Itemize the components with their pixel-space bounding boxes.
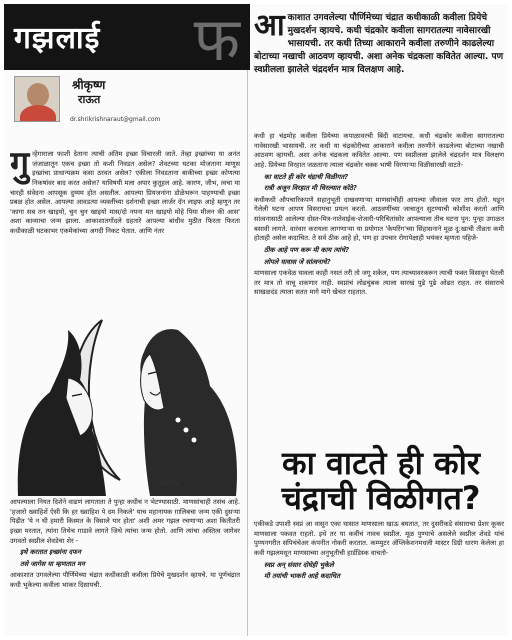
couplet-line: रात्री अजून विरहात मी चिरल्यात कोठे? (264, 184, 357, 193)
couplet-line: मी तयांची भाकरी आहे कदाचित (264, 572, 340, 581)
left-column-top (10, 150, 240, 300)
right-column-bottom (254, 520, 504, 632)
moon-couple-illustration (10, 300, 242, 496)
right-column-top (254, 132, 504, 448)
body-paragraph: एकीकडे उपाशी स्वप्नं आ वासून एका घासात माणसाला खाऊ बघतात, तर दुसरीकडे संसाराचा प्रेशर कूकर माणसाला पकवत राहतो. इथे तर या कवींचं नावच स्वप्नील. मूळ पुण्याचे असलेले स्वप्नील शेवडे यांचं पुण्यनगरीत संपिचंचेअर कंपनीत नोकरी करतात. कम्प्युटर ॲप्लिकेशनमधली मास्टर डिग्री धारण केलेला हा कवी गझलमधून माणसाच्या अनुभूतीची हार्डडिस्क वाचतो- (254, 520, 504, 557)
headline-line-2: चंद्राची विळीगत? (281, 479, 481, 518)
artist-signature: Srifn (160, 479, 180, 488)
body-paragraph: कधी हा चंद्रमोह कवीला प्रियेच्या कपाळावरची बिंदी वाटायचा. कधी चंद्रकोर कवीला सागरातल्या नावेसारखी भासायची. तर कधी या चंद्रकोरीच्या आकाराने कवीला तरुणीने काढलेल्या बोटाच्या नखाची आठवण व्हायची. अशा अनेक चंद्रकला कवितेत आल्या. पण स्वप्नीलला झालेले चंद्रदर्शन मात्र विलक्षण आहे. प्रियेच्या विरहात जळताना त्याला चंद्रकोर चक्क भाषी विरणाऱ्या विळीसारखी वाटते- (254, 132, 504, 169)
newspaper-page (4, 4, 508, 636)
lead-paragraph (254, 8, 504, 77)
author-first-name: श्रीकृष्ण (72, 78, 106, 92)
lead-dropcap: आ (254, 8, 285, 43)
body-paragraph: न्हेगाराला फाशी देताना त्याची अंतिम इच्छा विचारली जाते. तेव्हा इच्छांच्या या अनंत जंजाळातून एकच इच्छा तो कशी निवडत असेल? शेवटच्या घटका मोजताना माणूस इच्छांचा प्राधान्यक्रम कसा ठरवत असेल? एकीला निवडताना बाकीच्या इच्छा कोणत्या निकषांवर बाद करत असेल? याविषयी मला अपार कुतूहल आहे. कारण, जीभ, त्वचा या चारही संवेदना आपसूक दुय्यम होत असतील. आपल्या प्रियजनांना डोळेभरून पाहण्याची इच्छा प्रबळ होत असेल. आपल्या आवडत्या व्यक्तींच्या दर्शनाची इच्छा लार्जर दॅन लाइफ आहे म्हणून तर 'कागा सब तन खाइयो, चुन चुन खाइयो मास/दो नयना मत खाइयो मोहे पिया मीलन की आस' अशा काव्याचा जन्म झाला. आकाशातगोंदले ग्रहतारे आपल्या बांधीव मुठीत फिरता फिरता कधीकाळी घटकाभर एकमेकांच्या अगदी निकट येतात. आणि नंतर (10, 150, 240, 235)
body-paragraph: आकाशात उगवलेल्या पौर्णिमेच्या चंद्रात कधीकाळी कवीला प्रियेचे मुखदर्शन व्हायचे. या पूर्णचंद्रात कधी भुकेल्या कवीला भाकर दिसायची. (10, 571, 240, 589)
author-email: dr.shrikrishnaraut@gmail.com (70, 116, 161, 123)
body-paragraph: आपल्याला नियत दिशेने वाढणं लागताता ते पुन्हा कधीच न भेटण्यासाठी. माणसांचाही तसंच आहे. 'हजारो ख्वाहिशें ऐसी कि हर ख्वाहिश पे दम निकले' याच महानायक ग़ालिबचा जन्म एकी दुसऱ्या पिढीत 'ये न थी हमारी किस्मत के विसाले यार होता' अशी अमर गझल रचणाऱ्या अशा कितीतरी इच्छा मरतात, त्यांना तिथेच गाडावे लागते जिथे त्यांचा जन्म होतो. आणि त्यांचा अस्तित्व जागेवर उगवतो स्वप्नील शेवडेचा शेर - (10, 498, 240, 545)
body-dropcap: गु (10, 150, 30, 184)
body-paragraph: माणसाला एकवेळ घावला काही नसतं तरी तो जगू शकेल, पण त्याच्यावरकरून त्याची फक्त विसावून घेतली तर मात्र तो वाचू शकणार नाही. स्वप्नांचं लोढचुंबक त्याला सारखं पुढे पुढे ओढत राहत. तर संसाराचे साखळदंड त्याला सतत मागे मागे खेचत राहतात. (254, 269, 504, 297)
couplet-line: स्वप्न अन् संसार दोघेही भुकेले (264, 560, 334, 569)
couplet-line: लोपले घावास जे सांत्वनाचे? (264, 257, 331, 266)
masthead-ornament: फ (193, 5, 240, 75)
couplet-line: ठीक आहे पण करू मी काय त्यांचे? (264, 245, 350, 254)
body-paragraph: कधीकधी औपचारिकपणे सहानुभूती दाखवणाऱ्या माणसांचीही आपल्या जीवाला फार ताप होतो. घडून गेलेली घटना आपण विसरायचा प्रयत्न करतो. आठवणींच्या जाचातून सुटण्याची कोशीश करतो आणि सांत्वनासाठी आलेल्या दोस्त-मित्र-नातेवाईक-शेजारी-परिचितांसोर आपल्याला तीच घटना पुन: पुन्हा उगाळत बसावी लागते. वारंवार करायला लागणाऱ्या या प्रयोगात 'केयरिंग'च्या सिंहासनाने मूळ दु:खाची तीव्रता कमी होताही असेल कदाचित. ते सर्व ठीक आहे हो, पण हा उपचार रोगापेक्षाही भयंकर म्हणता पहिजे- (254, 195, 504, 243)
headline-line-1: का वाटते ही कोर (282, 444, 480, 482)
author-last-name: राऊत (78, 93, 101, 106)
author-avatar (14, 76, 60, 122)
column-masthead (4, 4, 250, 75)
left-column-bottom (10, 498, 240, 632)
column-divider (247, 4, 248, 636)
pull-quote-headline (258, 446, 504, 516)
column-title: गझलाई (14, 21, 101, 56)
author-byline (14, 72, 194, 128)
couplet-line: इथे करतात इच्छांना दफन (20, 548, 81, 557)
couplet-line: तसे जागेस या म्हणतात मन (20, 559, 85, 568)
lead-text: काशात उगवलेल्या पौर्णिमेच्या चंद्रात कधीकाळी कवीला प्रियेचे मुखदर्शन व्हायचे. कधी चंद्रकोर कवीला सागरातल्या नावेसारखी भासायची. तर कधी तिच्या आकाराने कवीला तरुणीने काढलेल्या बोटाच्या नखाची आठवण व्हायची. अशा अनेक चंद्रकला कवितेत आल्या. पण स्वप्नीलला झालेले चंद्रदर्शन मात्र विलक्षण आहे. (254, 13, 504, 76)
couplet-line: का वाटते ही कोर चंद्राची विळीगत? (264, 172, 349, 181)
